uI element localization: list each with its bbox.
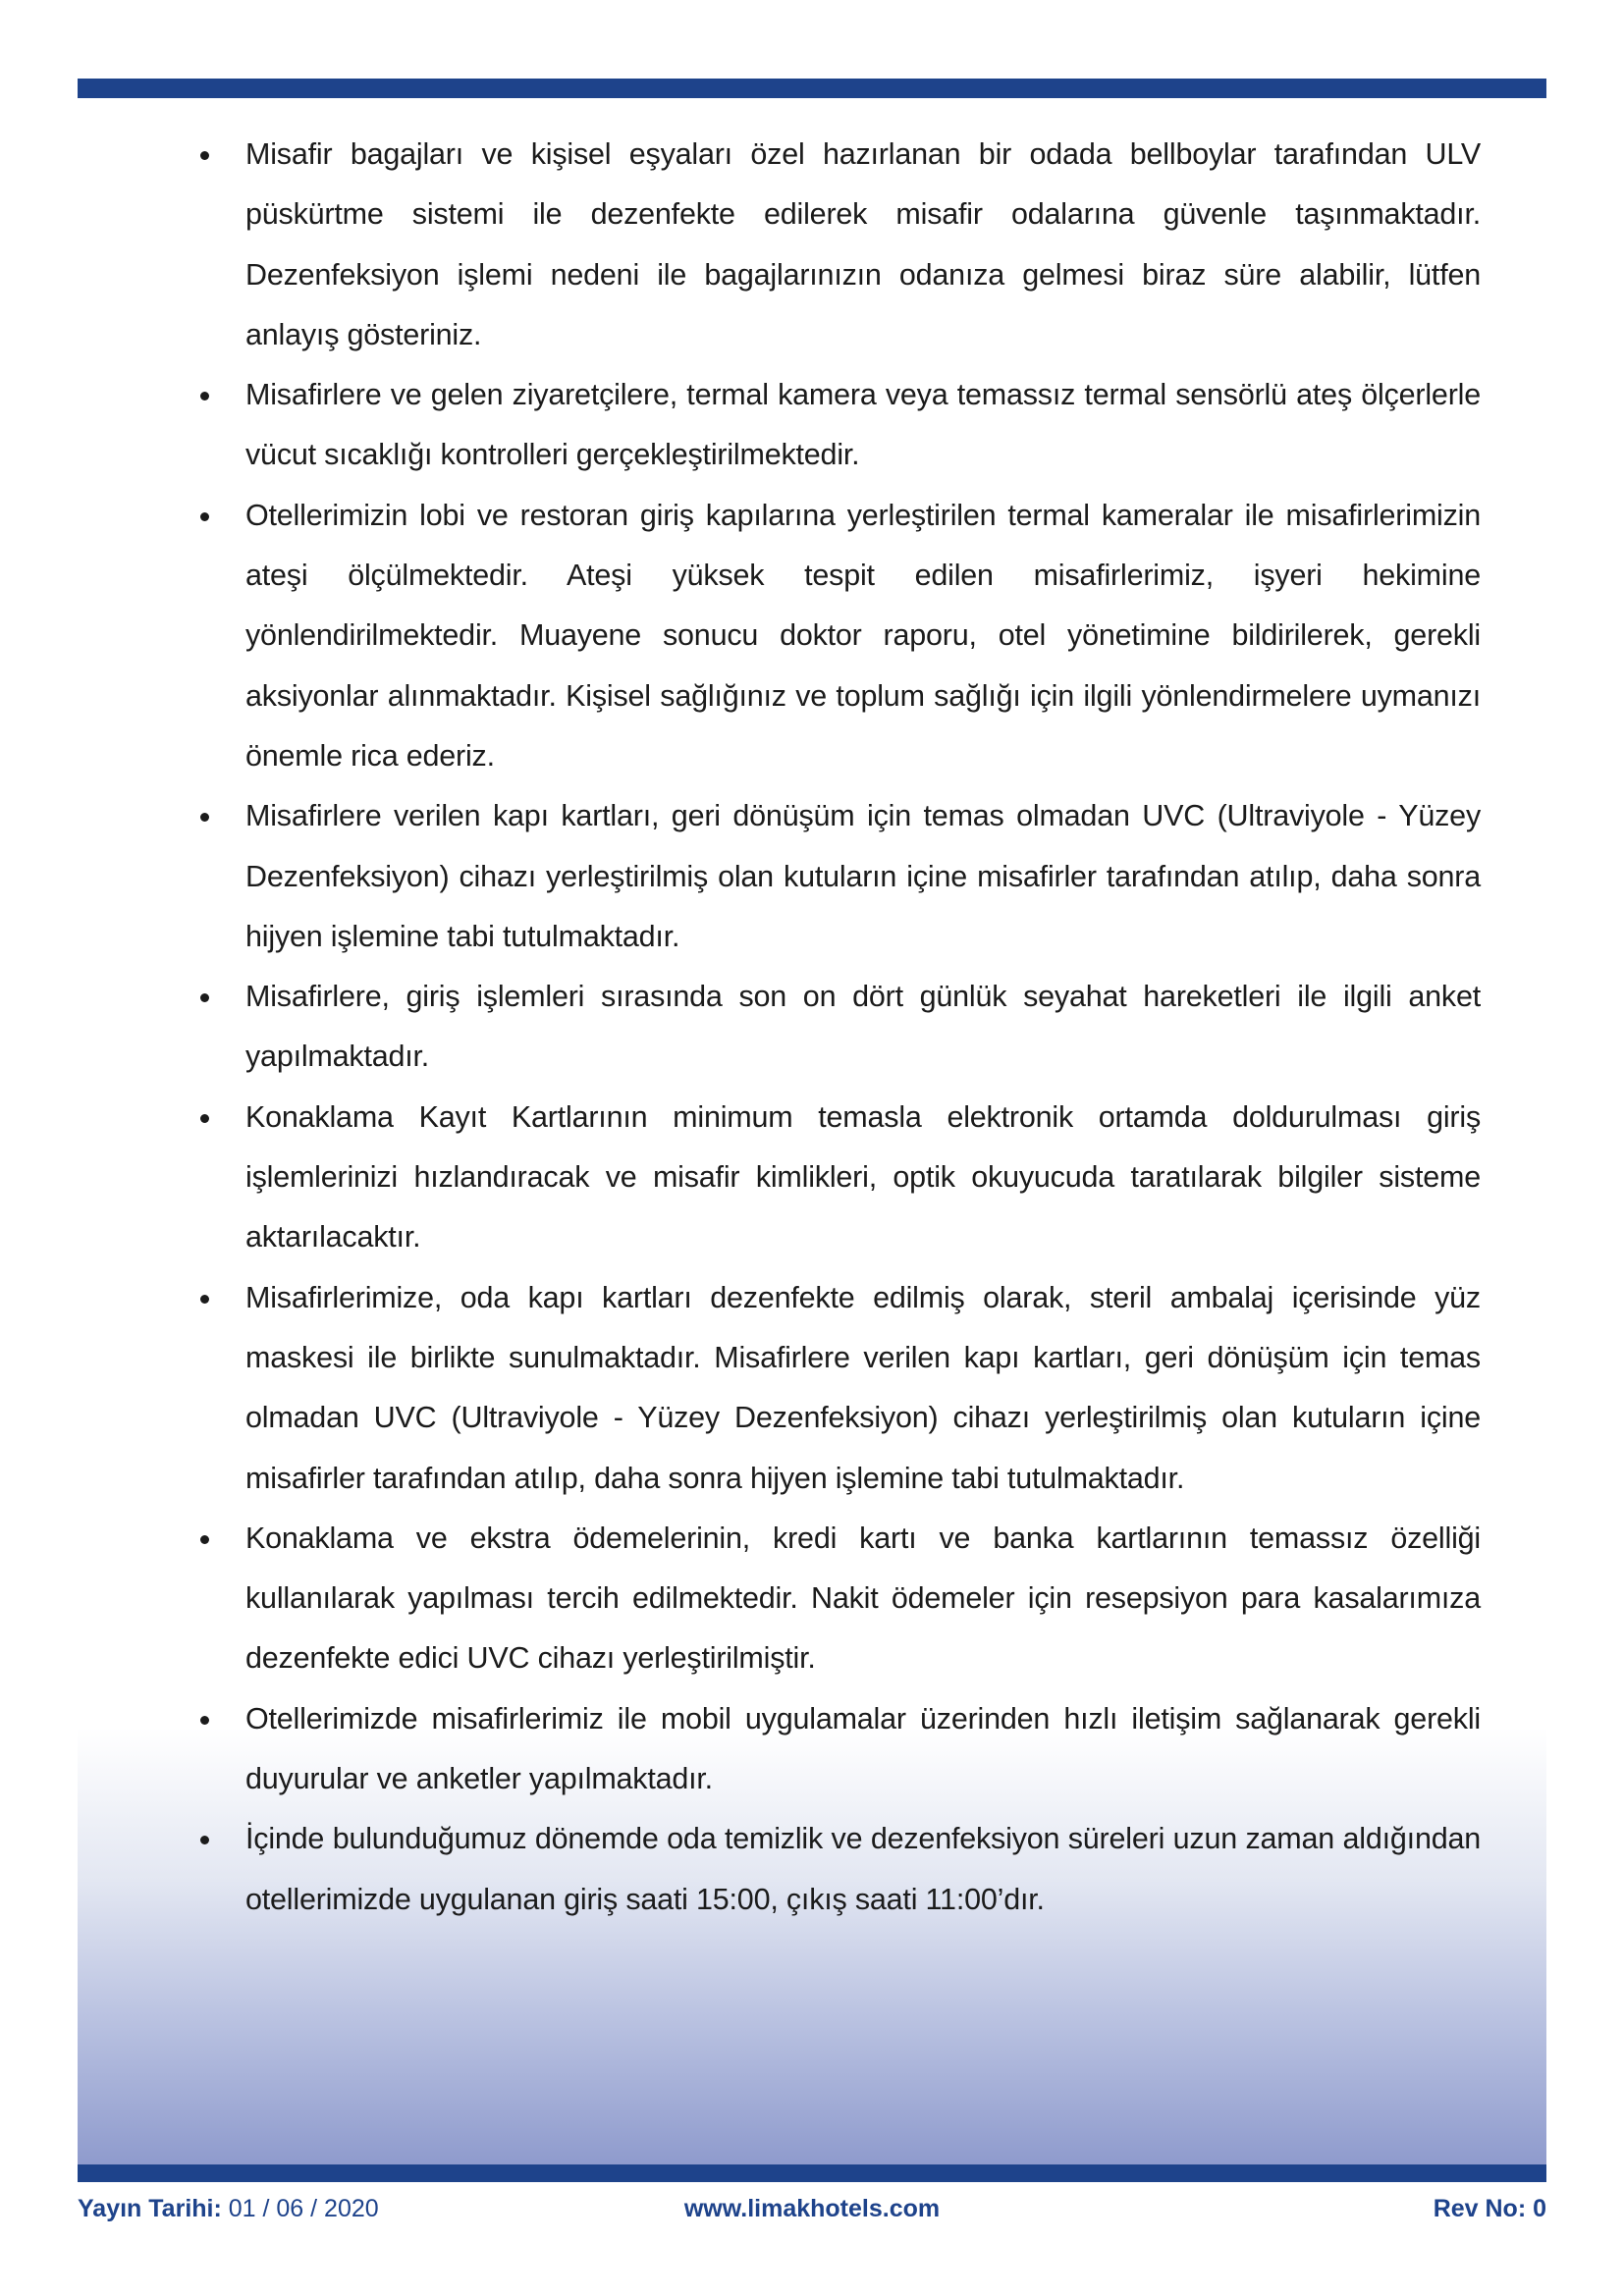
list-item — [245, 1809, 1481, 1930]
bullet-icon — [200, 993, 209, 1002]
list-item — [245, 486, 1481, 786]
list-item-text: İçinde bulunduğumuz dönemde oda temizlik ve dezenfeksiyon süreleri uzun zaman aldığından otellerimizde uygulanan giriş saati 15:00, çıkış saati 11:00’dır. — [245, 1822, 1481, 1916]
footer-rule — [78, 2164, 1546, 2182]
publish-date-label: Yayın Tarihi: — [78, 2195, 222, 2222]
list-item-text: Misafirlere verilen kapı kartları, geri dönüşüm için temas olmadan UVC (Ultraviyole - Yüzey Dezenfeksiyon) cihazı yerleştirilmiş olan kutuların içine misafirler tarafından atılıp, daha sonra hijyen işlemine tabi tutulmaktadır. — [245, 799, 1481, 953]
list-item-text: Otellerimizin lobi ve restoran giriş kapılarına yerleştirilen termal kameralar ile misafirlerimizin ateşi ölçülmektedir. Ateşi yüksek tespit edilen misafirlerimiz, işyeri hekimine yönlendirilmektedir. Muayene sonucu doktor raporu, otel yönetimine bildirilerek, gerekli aksiyonlar alınmaktadır. Kişisel sağlığınız ve toplum sağlığı için ilgili yönlendirmelere uymanızı önemle rica ederiz. — [245, 498, 1481, 773]
bullet-icon — [200, 1535, 209, 1544]
bullet-list — [245, 125, 1481, 1930]
list-item-text: Konaklama ve ekstra ödemelerinin, kredi kartı ve banka kartlarının temassız özelliği kullanılarak yapılması tercih edilmektedir. Nakit ödemeler için resepsiyon para kasalarımıza dezenfekte edici UVC cihazı yerleştirilmiştir. — [245, 1521, 1481, 1676]
bullet-icon — [200, 1114, 209, 1123]
list-item-text: Misafirlere, giriş işlemleri sırasında son on dört günlük seyahat hareketleri ile ilgili anket yapılmaktadır. — [245, 980, 1481, 1074]
list-item-text: Otellerimizde misafirlerimiz ile mobil uygulamalar üzerinden hızlı iletişim sağlanarak gerekli duyurular ve anketler yapılmaktadır. — [245, 1701, 1481, 1796]
list-item — [245, 1088, 1481, 1268]
header-rule — [78, 79, 1546, 98]
website-link[interactable]: www.limakhotels.com — [683, 2195, 941, 2222]
bullet-icon — [200, 1716, 209, 1725]
bullet-icon — [200, 392, 209, 400]
list-item-text: Konaklama Kayıt Kartlarının minimum temasla elektronik ortamda doldurulması giriş işlemlerinizi hızlandıracak ve misafir kimlikleri, optik okuyucuda taratılarak bilgiler sisteme aktarılacaktır. — [245, 1099, 1481, 1255]
list-item — [245, 365, 1481, 486]
list-item — [245, 1509, 1481, 1689]
list-item-text: Misafirlere ve gelen ziyaretçilere, termal kamera veya temassız termal sensörlü ateş ölçerlerle vücut sıcaklığı kontrolleri gerçekleştirilmektedir. — [245, 378, 1481, 472]
revision-number: Rev No: 0 — [1433, 2195, 1546, 2222]
list-item — [245, 786, 1481, 967]
bullet-icon — [200, 1295, 209, 1304]
list-item — [245, 1689, 1481, 1810]
publish-date-value: 01 / 06 / 2020 — [221, 2195, 379, 2222]
bullet-icon — [200, 151, 209, 160]
list-item — [245, 1268, 1481, 1509]
page-footer — [78, 2195, 1546, 2234]
bullet-icon — [200, 813, 209, 822]
list-item-text: Misafirlerimize, oda kapı kartları dezenfekte edilmiş olarak, steril ambalaj içerisinde yüz maskesi ile birlikte sunulmaktadır. Misafirlere verilen kapı kartları, geri dönüşüm için temas olmadan UVC (Ultraviyole - Yüzey Dezenfeksiyon) cihazı yerleştirilmiş olan kutuların içine misafirler tarafından atılıp, daha sonra hijyen işlemine tabi tutulmaktadır. — [245, 1280, 1481, 1495]
list-item-text: Misafir bagajları ve kişisel eşyaları özel hazırlanan bir odada bellboylar tarafından ULV püskürtme sistemi ile dezenfekte edilerek misafir odalarına güvenle taşınmaktadır. Dezenfeksiyon işlemi nedeni ile bagajlarınızın odanıza gelmesi biraz süre alabilir, lütfen anlayış gösteriniz. — [245, 137, 1481, 351]
list-item — [245, 125, 1481, 365]
list-item — [245, 967, 1481, 1088]
bullet-icon — [200, 512, 209, 521]
